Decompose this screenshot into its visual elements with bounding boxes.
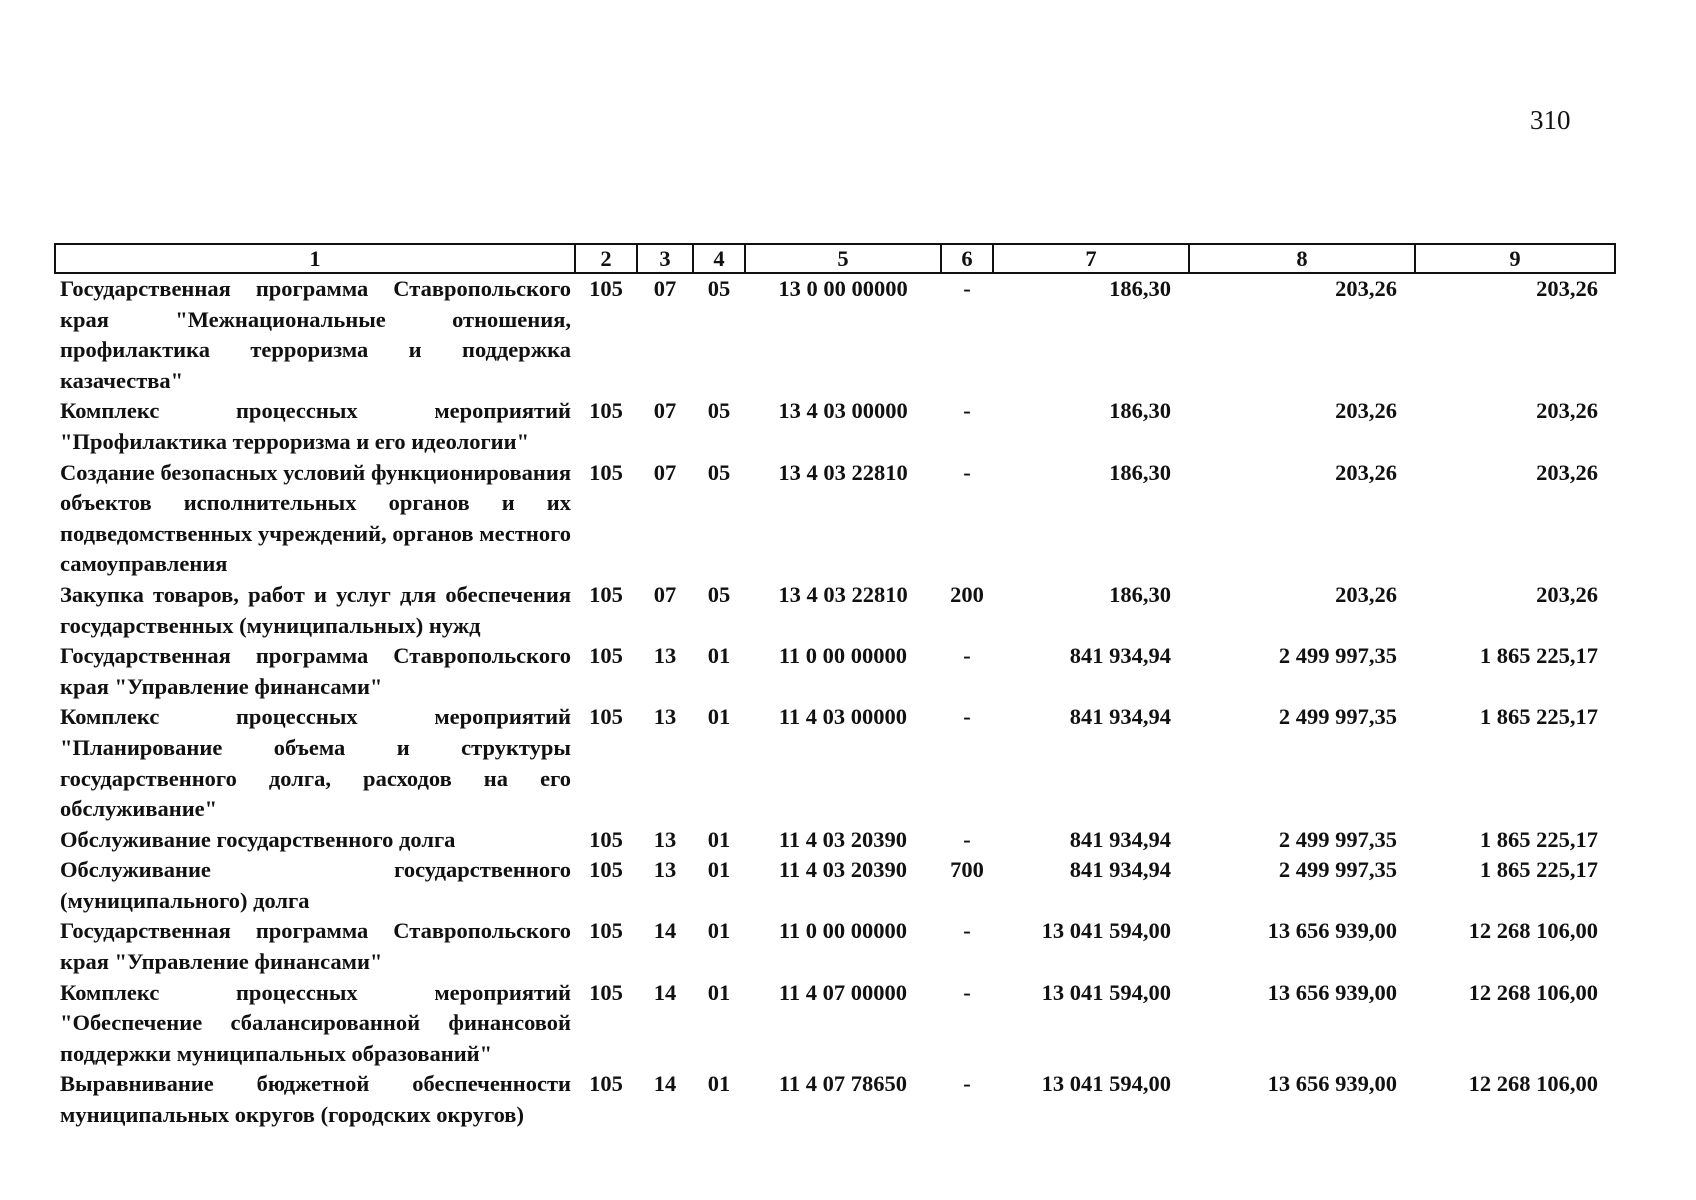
amount-col-9: 203,26	[1536, 276, 1598, 301]
ministry-code: 105	[589, 398, 623, 424]
target-article-code: 13 4 03 22810	[778, 581, 908, 607]
expense-name: Выравнивание бюджетной обеспеченности муниципальных округов (городских округов)	[60, 1071, 571, 1128]
amount-col-8: 13 656 939,00	[1267, 979, 1397, 1005]
amount-col-7: 186,30	[1109, 459, 1171, 485]
subsection-code: 05	[707, 459, 731, 485]
section-code: 07	[653, 459, 677, 485]
target-article-code: 13 0 00 00000	[778, 276, 908, 301]
amount-col-9: 1 865 225,17	[1479, 826, 1598, 852]
section-code: 14	[653, 1071, 677, 1097]
amount-col-9: 1 865 225,17	[1479, 643, 1598, 669]
target-article-code: 11 4 03 20390	[778, 857, 908, 883]
expense-name: Комплекс процессных мероприятий "Планирование объема и структуры государственного долга, расходов на его обслуживание"	[60, 704, 571, 822]
target-article-code: 11 4 07 00000	[778, 979, 908, 1005]
section-code: 14	[653, 918, 677, 944]
expense-name: Государственная программа Ставропольского края "Управление финансами"	[60, 643, 571, 699]
subsection-code: 05	[707, 398, 731, 424]
expense-type-code: -	[963, 276, 971, 301]
expense-type-code: -	[963, 918, 971, 944]
amount-col-7: 841 934,94	[1069, 826, 1171, 852]
amount-col-8: 2 499 997,35	[1278, 826, 1397, 852]
column-header-9: 9	[1415, 244, 1615, 273]
amount-col-7: 13 041 594,00	[1041, 1071, 1171, 1097]
budget-table	[54, 243, 1616, 1131]
amount-col-7: 186,30	[1109, 276, 1171, 301]
amount-col-9: 203,26	[1536, 459, 1598, 485]
expense-name: Закупка товаров, работ и услуг для обеспечения государственных (муниципальных) нужд	[60, 581, 571, 638]
amount-col-7: 841 934,94	[1069, 643, 1171, 669]
section-code: 07	[653, 398, 677, 424]
table-row	[55, 825, 1615, 856]
table-row	[55, 273, 1615, 396]
section-code: 13	[653, 857, 677, 883]
column-header-5: 5	[745, 244, 941, 273]
expense-type-code: -	[963, 979, 971, 1005]
section-code: 13	[653, 643, 677, 669]
amount-col-9: 1 865 225,17	[1479, 857, 1598, 883]
section-code: 07	[653, 581, 677, 607]
expense-type-code: -	[963, 1071, 971, 1097]
target-article-code: 11 4 07 78650	[778, 1071, 908, 1097]
amount-col-9: 12 268 106,00	[1468, 1071, 1598, 1097]
page-number: 310	[1530, 105, 1571, 135]
ministry-code: 105	[589, 276, 623, 301]
ministry-code: 105	[589, 979, 623, 1005]
subsection-code: 01	[707, 918, 731, 944]
amount-col-8: 13 656 939,00	[1267, 918, 1397, 944]
expense-name: Государственная программа Ставропольского края "Межнациональные отношения, профилактика терроризма и поддержка казачества"	[60, 276, 571, 393]
ministry-code: 105	[589, 826, 623, 852]
expense-type-code: 700	[950, 857, 984, 883]
amount-col-7: 13 041 594,00	[1041, 979, 1171, 1005]
expense-type-code: 200	[950, 581, 984, 607]
expense-type-code: -	[963, 459, 971, 485]
column-header-4: 4	[693, 244, 745, 273]
table-row	[55, 396, 1615, 457]
subsection-code: 05	[707, 581, 731, 607]
ministry-code: 105	[589, 704, 623, 730]
target-article-code: 13 4 03 00000	[778, 398, 908, 424]
amount-col-7: 13 041 594,00	[1041, 918, 1171, 944]
target-article-code: 11 4 03 00000	[778, 704, 908, 730]
amount-col-7: 841 934,94	[1069, 704, 1171, 730]
table-row	[55, 1069, 1615, 1130]
expense-name: Обслуживание государственного долга	[60, 826, 456, 852]
expense-name: Создание безопасных условий функционирования объектов исполнительных органов и их подведомственных учреждений, органов местного самоуправления	[60, 459, 571, 577]
table-row	[55, 916, 1615, 977]
amount-col-8: 203,26	[1335, 459, 1397, 485]
table-row	[55, 855, 1615, 916]
expense-name: Государственная программа Ставропольского края "Управление финансами"	[60, 918, 571, 975]
expense-name: Комплекс процессных мероприятий "Обеспечение сбалансированной финансовой поддержки муниципальных образований"	[60, 979, 571, 1066]
amount-col-9: 203,26	[1536, 581, 1598, 607]
table-row	[55, 580, 1615, 641]
amount-col-9: 12 268 106,00	[1468, 918, 1598, 944]
amount-col-9: 12 268 106,00	[1468, 979, 1598, 1005]
amount-col-8: 2 499 997,35	[1278, 857, 1397, 883]
expense-name: Комплекс процессных мероприятий "Профилактика терроризма и его идеологии"	[60, 398, 571, 454]
target-article-code: 11 0 00 00000	[778, 918, 908, 944]
section-code: 07	[653, 276, 677, 301]
subsection-code: 01	[707, 826, 731, 852]
ministry-code: 105	[589, 1071, 623, 1097]
table-row	[55, 458, 1615, 580]
column-number-header-row	[55, 244, 1615, 273]
subsection-code: 05	[707, 276, 731, 301]
amount-col-7: 841 934,94	[1069, 857, 1171, 883]
expense-type-code: -	[963, 704, 971, 730]
table-row	[55, 702, 1615, 824]
table-row	[55, 641, 1615, 702]
amount-col-7: 186,30	[1109, 581, 1171, 607]
column-header-3: 3	[637, 244, 693, 273]
amount-col-8: 203,26	[1335, 398, 1397, 424]
amount-col-8: 2 499 997,35	[1278, 643, 1397, 669]
expense-type-code: -	[963, 643, 971, 669]
table-row	[55, 978, 1615, 1070]
column-header-8: 8	[1189, 244, 1415, 273]
ministry-code: 105	[589, 918, 623, 944]
ministry-code: 105	[589, 459, 623, 485]
ministry-code: 105	[589, 857, 623, 883]
section-code: 14	[653, 979, 677, 1005]
column-header-6: 6	[941, 244, 993, 273]
column-header-2: 2	[575, 244, 637, 273]
subsection-code: 01	[707, 857, 731, 883]
expense-type-code: -	[963, 826, 971, 852]
column-header-1: 1	[55, 244, 575, 273]
target-article-code: 13 4 03 22810	[778, 459, 908, 485]
subsection-code: 01	[707, 643, 731, 669]
subsection-code: 01	[707, 704, 731, 730]
column-header-7: 7	[993, 244, 1189, 273]
amount-col-7: 186,30	[1109, 398, 1171, 424]
expense-name: Обслуживание государственного (муниципального) долга	[60, 857, 571, 913]
amount-col-9: 203,26	[1536, 398, 1598, 424]
subsection-code: 01	[707, 979, 731, 1005]
ministry-code: 105	[589, 643, 623, 669]
target-article-code: 11 0 00 00000	[778, 643, 908, 669]
amount-col-8: 203,26	[1335, 581, 1397, 607]
section-code: 13	[653, 826, 677, 852]
ministry-code: 105	[589, 581, 623, 607]
amount-col-8: 2 499 997,35	[1278, 704, 1397, 730]
amount-col-8: 13 656 939,00	[1267, 1071, 1397, 1097]
target-article-code: 11 4 03 20390	[778, 826, 908, 852]
expense-type-code: -	[963, 398, 971, 424]
amount-col-9: 1 865 225,17	[1479, 704, 1598, 730]
subsection-code: 01	[707, 1071, 731, 1097]
amount-col-8: 203,26	[1335, 276, 1397, 301]
section-code: 13	[653, 704, 677, 730]
